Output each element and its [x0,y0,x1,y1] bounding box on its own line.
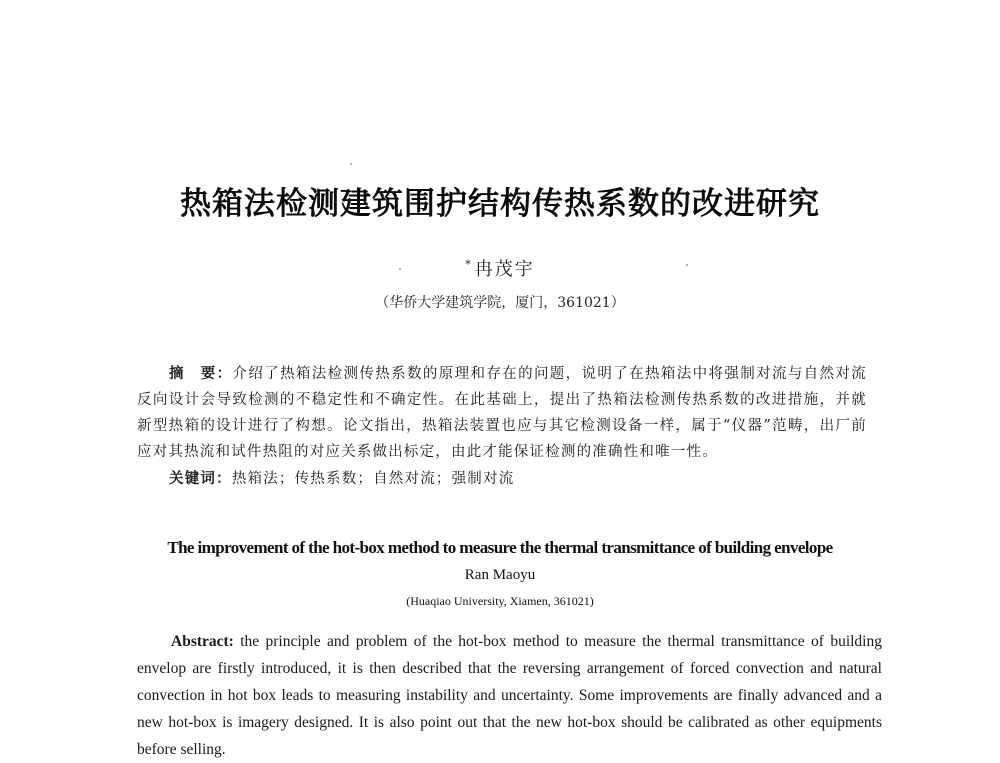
english-abstract-label: Abstract: [171,633,234,650]
chinese-keywords-text: 热箱法；传热系数；自然对流；强制对流 [231,471,515,487]
chinese-abstract-text: 介绍了热箱法检测传热系数的原理和存在的问题，说明了在热箱法中将强制对流与自然对流反向设计会导致检测的不稳定性和不确定性。在此基础上，提出了热箱法检测传热系数的改进措施，并就新型热箱的设计进行了构想。论文指出，热箱法装置也应与其它检测设备一样，属于“仪器”范畴，出厂前应对其热流和试件热阻的对应关系做出标定，由此才能保证检测的准确性和唯一性。 [137,366,867,460]
english-title: The improvement of the hot-box method to measure the thermal transmittance of building envelope [167,538,833,557]
english-author: Ran Maoyu [464,567,536,583]
scan-speck [399,268,401,270]
chinese-abstract [137,361,867,465]
chinese-keywords-label: 关键词： [169,471,232,487]
chinese-author-line [0,255,1000,281]
english-abstract [137,628,882,763]
english-affiliation: (Huaqiao University, Xiamen, 361021) [406,594,594,608]
chinese-title: 热箱法检测建筑围护结构传热系数的改进研究 [180,186,820,222]
chinese-affiliation: （华侨大学建筑学院，厦门，361021） [375,295,625,311]
author-footnote-mark: * [465,258,473,271]
scan-speck [686,264,688,266]
scan-speck [350,163,352,165]
english-abstract-text: the principle and problem of the hot-box method to measure the thermal transmittance of building envelop are firstly introduced, it is then described that the reversing arrangement of forced convection and natural convection in hot box leads to measuring instability and uncertainty. Some improvements are finally advanced and a new hot-box is imagery designed. It is also point out that the new hot-box should be calibrated as other equipments before selling. [137,633,882,758]
chinese-abstract-label: 摘 要： [169,366,233,382]
chinese-keywords [169,467,514,488]
chinese-author: 冉茂宇 [474,259,535,280]
